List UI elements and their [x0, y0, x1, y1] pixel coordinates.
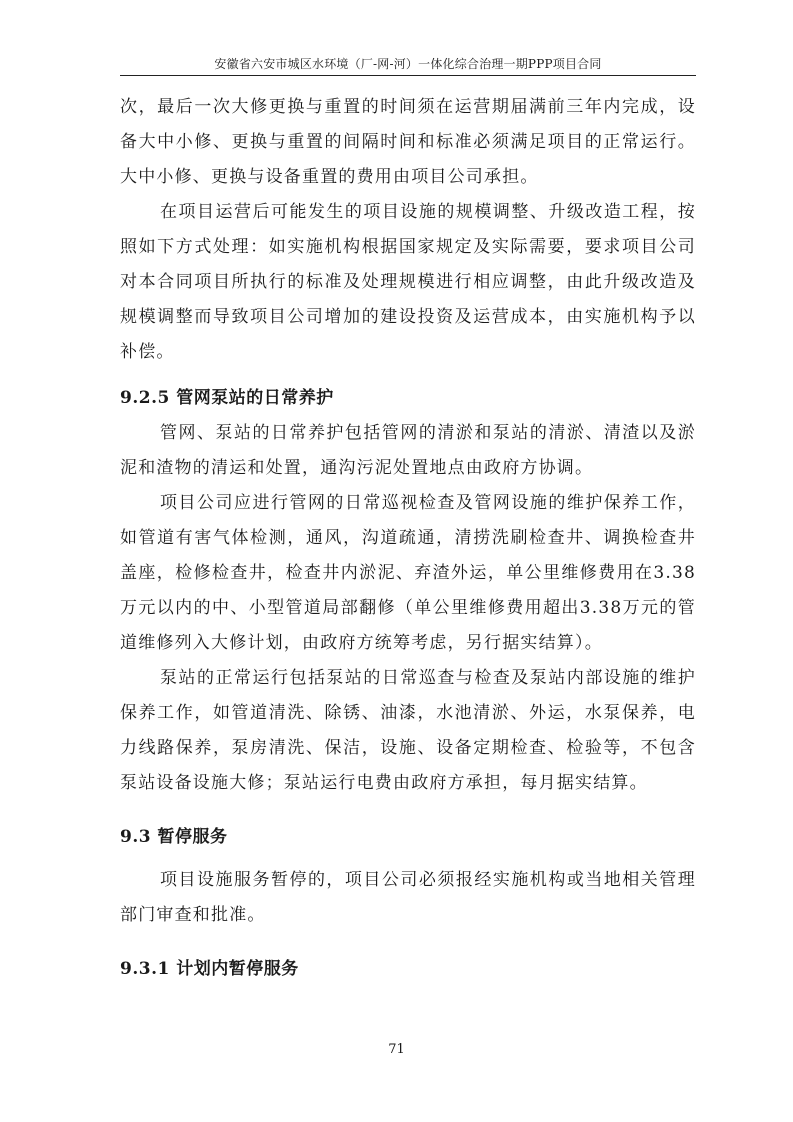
paragraph: 在项目运营后可能发生的项目设施的规模调整、升级改造工程，按照如下方式处理：如实施机构根据国家规定及实际需要，要求项目公司对本合同项目所执行的标准及处理规模进行相应调整，由此升级改造及规模调整而导致项目公司增加的建设投资及运营成本，由实施机构予以补偿。 [120, 202, 696, 362]
paragraph: 泵站的正常运行包括泵站的日常巡查与检查及泵站内部设施的维护保养工作，如管道清洗、除锈、油漆，水池清淤、外运，水泵保养，电力线路保养，泵房清洗、保洁，设施、设备定期检查、检验等，不包含泵站设备设施大修；泵站运行电费由政府方承担，每月据实结算。 [120, 668, 696, 793]
paragraph: 项目设施服务暂停的，项目公司必须报经实施机构或当地相关管理部门审查和批准。 [120, 870, 696, 925]
paragraph: 次，最后一次大修更换与重置的时间须在运营期届满前三年内完成，设备大中小修、更换与重置的间隔时间和标准必须满足项目的正常运行。大中小修、更换与设备重置的费用由项目公司承担。 [120, 97, 696, 187]
paragraph: 项目公司应进行管网的日常巡视检查及管网设施的维护保养工作，如管道有害气体检测，通风，沟道疏通，清捞洗刷检查井、调换检查井盖座，检修检查井，检查井内淤泥、弃渣外运，单公里维修费用在3.38万元以内的中、小型管道局部翻修（单公里维修费用超出3.38万元的管道维修列入大修计划，由政府方统筹考虑，另行据实结算）。 [120, 493, 696, 653]
section-heading: 9.3 暂停服务 [120, 827, 228, 847]
section-heading: 9.3.1 计划内暂停服务 [120, 959, 299, 979]
paragraph: 管网、泵站的日常养护包括管网的清淤和泵站的清淤、清渣以及淤泥和渣物的清运和处置，通沟污泥处置地点由政府方协调。 [120, 423, 696, 478]
page-body [120, 90, 696, 987]
section-heading: 9.2.5 管网泵站的日常养护 [120, 388, 334, 408]
page-number: 71 [388, 1042, 405, 1057]
header-rule [120, 75, 696, 76]
header-title: 安徽省六安市城区水环境（厂-网-河）一体化综合治理一期PPP项目合同 [214, 57, 602, 71]
